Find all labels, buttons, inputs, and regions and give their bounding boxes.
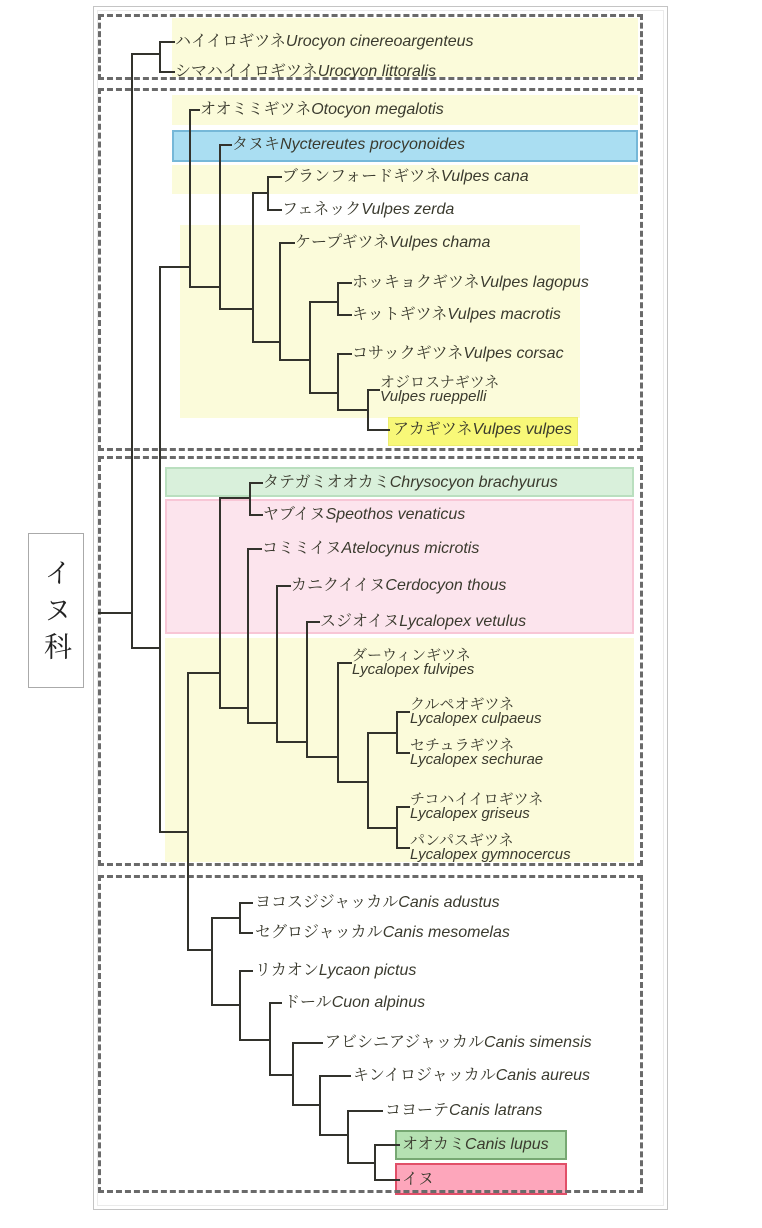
species-canis-adustus: ヨコスジジャッカルCanis adustus [255, 894, 500, 911]
species-lycalopex-gymnocercus: パンパスギツネ Lycalopex gymnocercus [410, 832, 571, 863]
species-canis-lupus: オオカミCanis lupus [402, 1136, 549, 1153]
species-lycalopex-griseus: チコハイイロギツネ Lycalopex griseus [410, 791, 544, 822]
species-vulpes-lagopus: ホッキョクギツネVulpes lagopus [352, 274, 589, 291]
species-vulpes-rueppelli: オジロスナギツネ Vulpes rueppelli [380, 374, 500, 405]
species-canis-latrans: コヨーテCanis latrans [385, 1102, 543, 1119]
species-vulpes-cana: ブランフォードギツネVulpes cana [282, 168, 529, 185]
species-nyctereutes-procyonoides: タヌキNyctereutes procyonoides [232, 136, 465, 153]
species-urocyon-littoralis: シマハイイロギツネUrocyon littoralis [175, 63, 436, 80]
species-urocyon-cinereoargenteus: ハイイロギツネUrocyon cinereoargenteus [175, 33, 474, 50]
species-cerdocyon-thous: カニクイイヌCerdocyon thous [291, 577, 507, 594]
species-vulpes-corsac: コサックギツネVulpes corsac [352, 345, 564, 362]
species-canis-mesomelas: セグロジャッカルCanis mesomelas [255, 924, 510, 941]
species-chrysocyon-brachyurus: タテガミオオカミChrysocyon brachyurus [263, 474, 558, 491]
species-lycalopex-vetulus: スジオイヌLycalopex vetulus [320, 613, 527, 630]
species-lycalopex-fulvipes: ダーウィンギツネ Lycalopex fulvipes [352, 647, 475, 678]
species-vulpes-chama: ケープギツネVulpes chama [295, 234, 491, 251]
species-lycalopex-culpaeus: クルペオギツネ Lycalopex culpaeus [410, 696, 542, 727]
species-dog: イヌ [402, 1171, 435, 1188]
species-atelocynus-microtis: コミミイヌAtelocynus microtis [262, 540, 480, 557]
family-label: イヌ科 [28, 533, 84, 688]
species-otocyon-megalotis: オオミミギツネOtocyon megalotis [200, 101, 444, 118]
species-lycaon-pictus: リカオンLycaon pictus [255, 962, 417, 979]
species-lycalopex-sechurae: セチュラギツネ Lycalopex sechurae [410, 737, 544, 768]
species-canis-aureus: キンイロジャッカルCanis aureus [353, 1067, 591, 1084]
species-cuon-alpinus: ドールCuon alpinus [284, 994, 426, 1011]
species-vulpes-zerda: フェネックVulpes zerda [282, 201, 455, 218]
species-vulpes-vulpes: アカギツネVulpes vulpes [393, 421, 572, 438]
species-vulpes-macrotis: キットギツネVulpes macrotis [352, 306, 561, 323]
species-speothos-venaticus: ヤブイヌSpeothos venaticus [263, 506, 466, 523]
species-canis-simensis: アビシニアジャッカルCanis simensis [325, 1034, 592, 1051]
